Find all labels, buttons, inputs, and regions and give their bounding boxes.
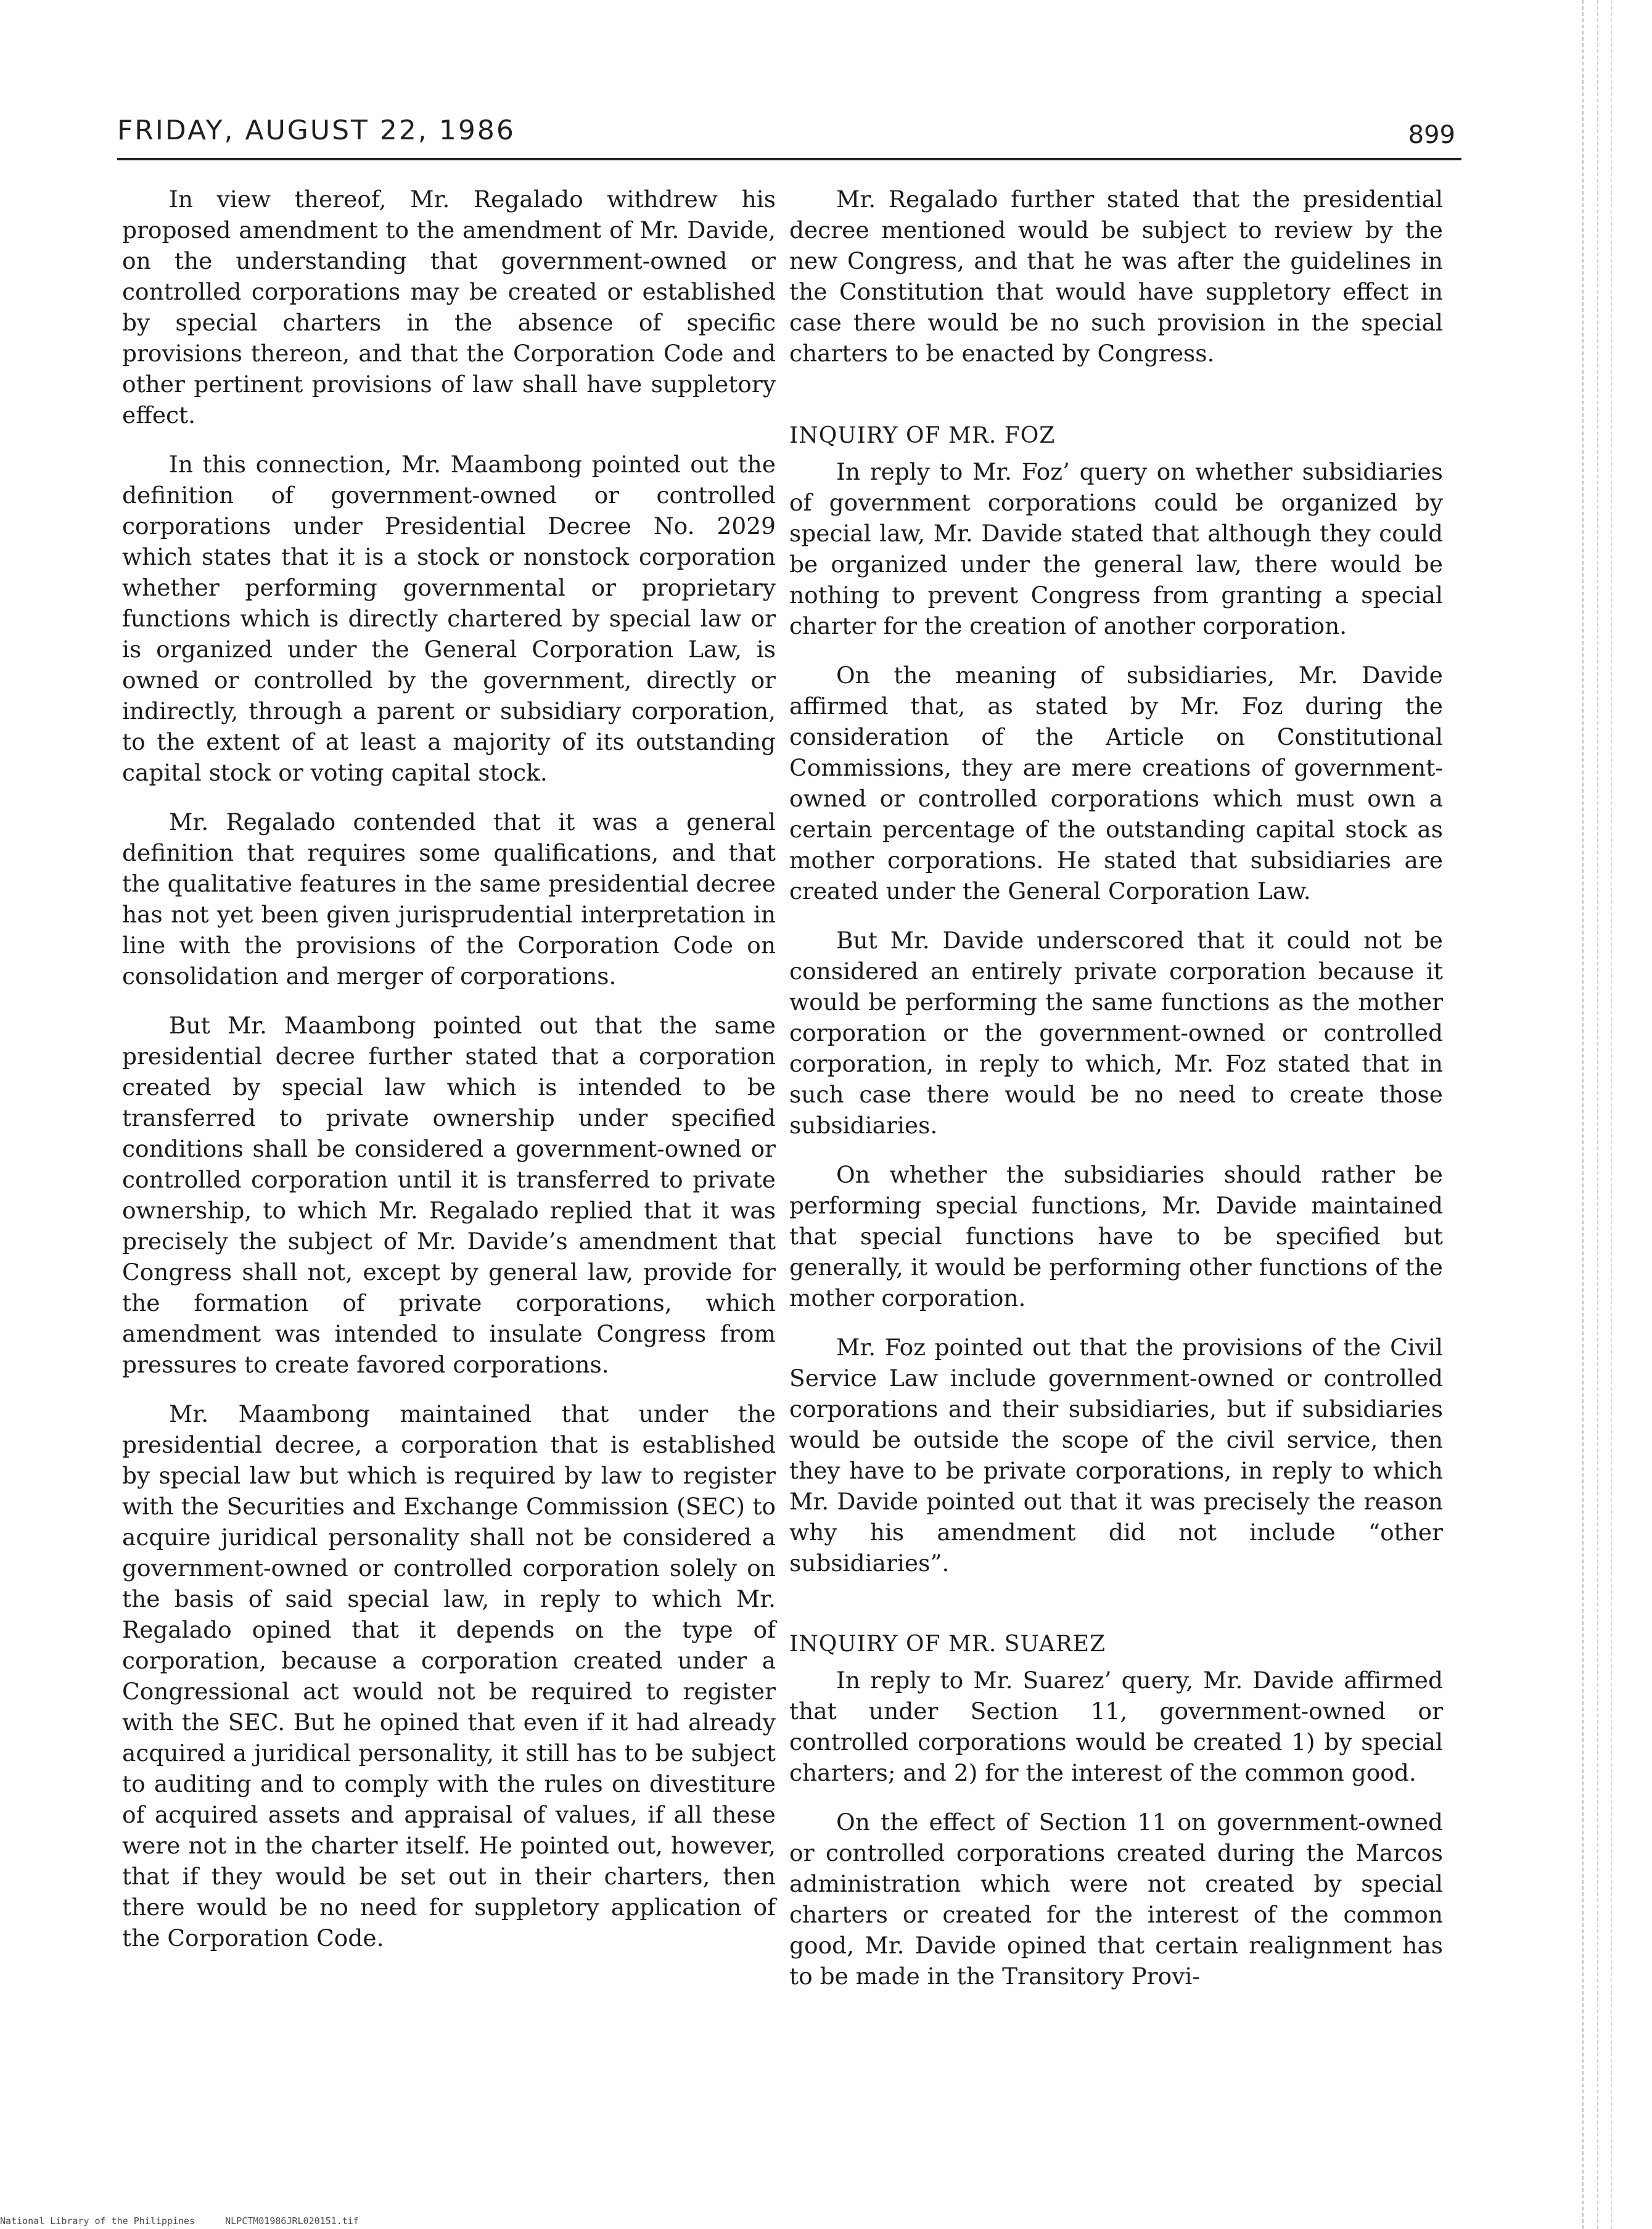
paragraph: But Mr. Maambong pointed out that the same presidential decree further stated that a corporation created by special law which is intended to be transferred to private ownership under specified conditions shall be considered a government-owned or controlled corporation until it is transferred to private ownership, to which Mr. Regalado replied that it was precisely the subject of Mr. Davide’s amendment that Congress shall not, except by general law, provide for the formation of private corporations, which amendment was intended to insulate Congress from pressures to create favored corporations. [122, 1012, 776, 1378]
paragraph: But Mr. Davide underscored that it could not be considered an entirely private corporation because it would be performing the same functions as the mother corporation or the government-owned or controlled corporation, in reply to which, Mr. Foz stated that in such case there would be no need to create those subsidiaries. [789, 927, 1443, 1139]
paragraph: In reply to Mr. Suarez’ query, Mr. Davide affirmed that under Section 11, government-owned or controlled corporations would be created 1) by special charters; and 2) for the interest of the common good. [789, 1667, 1443, 1786]
footer-library: National Library of the Philippines [0, 2215, 195, 2227]
page-date: FRIDAY, AUGUST 22, 1986 [117, 115, 516, 146]
scan-footer [0, 2215, 384, 2227]
paragraph: Mr. Foz pointed out that the provisions of the Civil Service Law include government-owned or controlled corporations and their subsidiaries, but if subsidiaries would be outside the scope of the civil service, then they have to be private corporations, in reply to which Mr. Davide pointed out that it was precisely the reason why his amendment did not include “other subsidiaries”. [789, 1334, 1443, 1577]
page-header [117, 115, 1460, 164]
paragraph: On whether the subsidiaries should rather be performing special functions, Mr. Davide maintained that special functions have to be specified but generally, it would be performing other functions of the mother corporation. [789, 1161, 1443, 1312]
page-number: 899 [1408, 121, 1455, 149]
paragraph: In reply to Mr. Foz’ query on whether subsidiaries of government corporations could be organized by special law, Mr. Davide stated that although they could be organized under the general law, there would be nothing to prevent Congress from granting a special charter for the creation of another corporation. [789, 458, 1443, 639]
scan-edge-mark [1611, 0, 1612, 2229]
scan-edge-mark [1597, 0, 1598, 2229]
paragraph: In this connection, Mr. Maambong pointed out the definition of government-owned or controlled corporations under Presidential Decree No. 2029 which states that it is a stock or nonstock corporation whether performing governmental or proprietary functions which is directly chartered by special law or is organized under the General Corporation Law, is owned or controlled by the government, directly or indirectly, through a parent or subsidiary corporation, to the extent of at least a majority of its outstanding capital stock or voting capital stock. [122, 451, 776, 786]
paragraph: On the effect of Section 11 on government-owned or controlled corporations created during the Marcos administration which were not created by special charters or created for the interest of the common good, Mr. Davide opined that certain realignment has to be made in the Transitory Provi- [789, 1808, 1443, 1990]
paragraph: Mr. Maambong maintained that under the presidential decree, a corporation that is established by special law but which is required by law to register with the Securities and Exchange Commission (SEC) to acquire juridical personality shall not be considered a government-owned or controlled corporation solely on the basis of said special law, in reply to which Mr. Regalado opined that it depends on the type of corporation, because a corporation created under a Congressional act would not be required to register with the SEC. But he opined that even if it had already acquired a juridical personality, it still has to be subject to auditing and to comply with the rules on divestiture of acquired assets and appraisal of values, if all these were not in the charter itself. He pointed out, however, that if they would be set out in their charters, then there would be no need for suppletory application of the Corporation Code. [122, 1400, 776, 1952]
scan-edge-mark [1582, 0, 1584, 2229]
header-rule [117, 158, 1461, 160]
paragraph: On the meaning of subsidiaries, Mr. Davide affirmed that, as stated by Mr. Foz during the consideration of the Article on Constitutional Commissions, they are mere creations of government-owned or controlled corporations which must own a certain percentage of the outstanding capital stock as mother corporations. He stated that subsidiaries are created under the General Corporation Law. [789, 662, 1443, 905]
section-heading-suarez: INQUIRY OF MR. SUAREZ [789, 1632, 1106, 1657]
paragraph: Mr. Regalado further stated that the presidential decree mentioned would be subject to review by the new Congress, and that he was after the guidelines in the Constitution that would have suppletory effect in case there would be no such provision in the special charters to be enacted by Congress. [789, 186, 1443, 367]
paragraph: Mr. Regalado contended that it was a general definition that requires some qualifications, and that the qualitative features in the same presidential decree has not yet been given jurisprudential interpretation in line with the provisions of the Corporation Code on consolidation and merger of corporations. [122, 808, 776, 990]
footer-file-id: NLPCTM01986JRL020151.tif [225, 2215, 359, 2227]
paragraph: In view thereof, Mr. Regalado withdrew his proposed amendment to the amendment of Mr. Davide, on the understanding that government-owned or controlled corporations may be created or established by special charters in the absence of specific provisions thereon, and that the Corporation Code and other pertinent provisions of law shall have suppletory effect. [122, 186, 776, 429]
right-column [789, 184, 1443, 2010]
section-heading-foz: INQUIRY OF MR. FOZ [789, 423, 1056, 448]
left-column [122, 184, 776, 1972]
